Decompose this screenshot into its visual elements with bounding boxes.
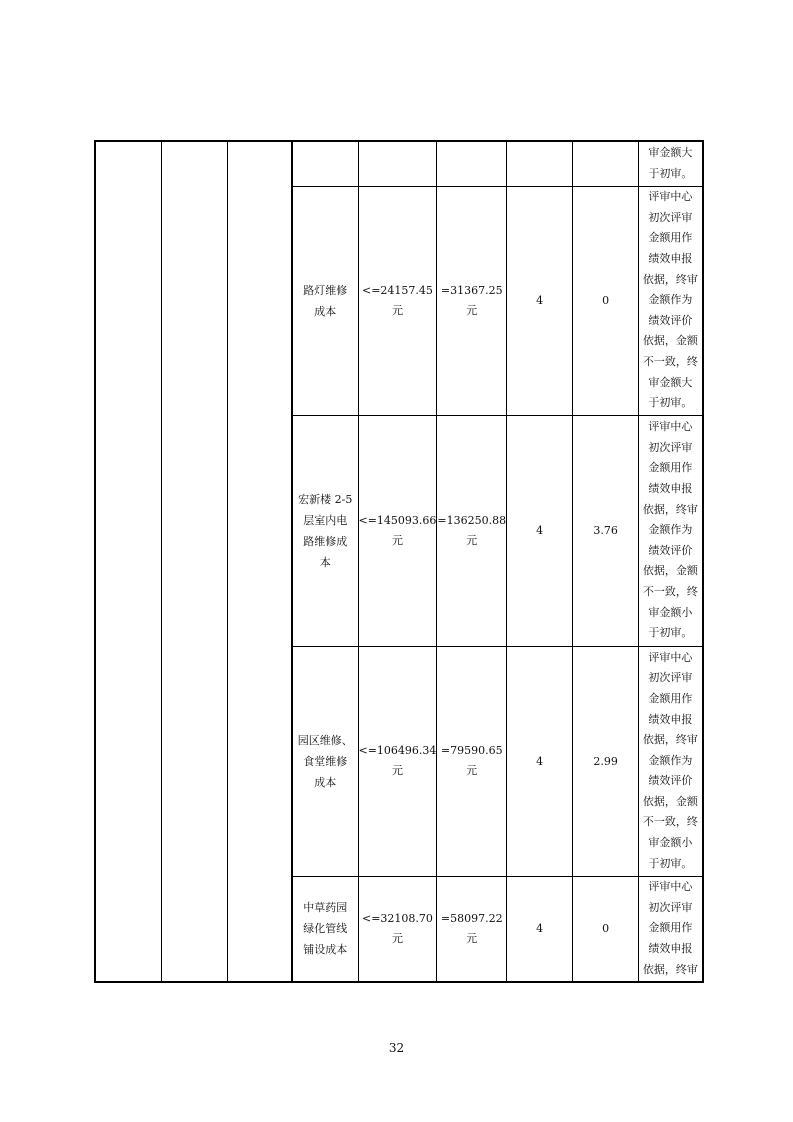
weight-value: 4 bbox=[507, 415, 573, 646]
remark-line: 依据，金额 bbox=[642, 564, 698, 578]
remark-line: 金额用作 bbox=[648, 231, 693, 245]
remark-line: 绩效评价 bbox=[648, 313, 693, 327]
indicator-name: 路灯维修 成本 bbox=[292, 186, 358, 415]
actual-value: =58097.22 元 bbox=[437, 876, 507, 982]
actual-value bbox=[437, 141, 507, 186]
remark-cell bbox=[639, 415, 703, 646]
level2-indicator-cell bbox=[161, 141, 227, 982]
score-value: 2.99 bbox=[573, 646, 639, 876]
remark-line: 于初审。 bbox=[648, 166, 693, 180]
remark-line: 依据，金额 bbox=[642, 794, 698, 808]
score-value: 3.76 bbox=[573, 415, 639, 646]
remark-line: 依据，终审 bbox=[642, 502, 698, 516]
indicator-name: 中草药园 绿化管线 铺设成本 bbox=[292, 876, 358, 982]
remark-line: 金额作为 bbox=[648, 753, 693, 767]
actual-value: =79590.65 元 bbox=[437, 646, 507, 876]
remark-line: 绩效申报 bbox=[648, 942, 693, 956]
actual-value: =136250.88 元 bbox=[437, 415, 507, 646]
level3-indicator-cell bbox=[227, 141, 292, 982]
remark-line: 于初审。 bbox=[648, 396, 693, 410]
remark-line: 评审中心 bbox=[648, 190, 693, 204]
remark-line: 绩效申报 bbox=[648, 482, 693, 496]
remark-line: 不一致，终 bbox=[642, 815, 698, 829]
score-value: 0 bbox=[573, 876, 639, 982]
target-value: <=106496.34 元 bbox=[358, 646, 437, 876]
remark-line: 依据，终审 bbox=[642, 272, 698, 286]
remark-line: 绩效申报 bbox=[648, 712, 693, 726]
target-value: <=145093.66 元 bbox=[358, 415, 437, 646]
remark-line: 审金额小 bbox=[648, 605, 693, 619]
remark-line: 金额作为 bbox=[648, 523, 693, 537]
weight-value: 4 bbox=[507, 186, 573, 415]
indicator-name bbox=[292, 141, 358, 186]
remark-line: 不一致，终 bbox=[642, 354, 698, 368]
score-value bbox=[573, 141, 639, 186]
target-value: <=24157.45 元 bbox=[358, 186, 437, 415]
remark-line: 绩效评价 bbox=[648, 774, 693, 788]
remark-line: 评审中心 bbox=[648, 880, 693, 894]
remark-line: 初次评审 bbox=[648, 671, 693, 685]
page-number: 32 bbox=[388, 1041, 405, 1055]
table-row bbox=[95, 141, 703, 186]
remark-cell bbox=[639, 646, 703, 876]
target-value: <=32108.70 元 bbox=[358, 876, 437, 982]
remark-line: 绩效申报 bbox=[648, 252, 693, 266]
performance-table bbox=[94, 140, 704, 983]
level1-indicator-cell bbox=[95, 141, 161, 982]
remark-line: 于初审。 bbox=[648, 626, 693, 640]
weight-value: 4 bbox=[507, 876, 573, 982]
remark-cell bbox=[639, 186, 703, 415]
remark-line: 依据，终审 bbox=[642, 733, 698, 747]
remark-line: 绩效评价 bbox=[648, 543, 693, 557]
remark-line: 评审中心 bbox=[648, 420, 693, 434]
remark-line: 金额用作 bbox=[648, 691, 693, 705]
target-value bbox=[358, 141, 437, 186]
remark-line: 审金额大 bbox=[648, 146, 693, 160]
remark-line: 初次评审 bbox=[648, 440, 693, 454]
remark-line: 初次评审 bbox=[648, 900, 693, 914]
remark-line: 初次评审 bbox=[648, 210, 693, 224]
indicator-name: 园区维修、 食堂维修 成本 bbox=[292, 646, 358, 876]
actual-value: =31367.25 元 bbox=[437, 186, 507, 415]
remark-line: 评审中心 bbox=[648, 650, 693, 664]
remark-line: 依据，金额 bbox=[642, 334, 698, 348]
remark-line: 金额用作 bbox=[648, 461, 693, 475]
weight-value bbox=[507, 141, 573, 186]
remark-line: 不一致，终 bbox=[642, 584, 698, 598]
weight-value: 4 bbox=[507, 646, 573, 876]
remark-line: 依据，终审 bbox=[642, 962, 698, 976]
remark-cell bbox=[639, 141, 703, 186]
remark-cell bbox=[639, 876, 703, 982]
remark-line: 金额用作 bbox=[648, 921, 693, 935]
score-value: 0 bbox=[573, 186, 639, 415]
remark-line: 于初审。 bbox=[648, 856, 693, 870]
indicator-name: 宏新楼 2-5 层室内电 路维修成 本 bbox=[292, 415, 358, 646]
remark-line: 审金额大 bbox=[648, 375, 693, 389]
remark-line: 金额作为 bbox=[648, 293, 693, 307]
remark-line: 审金额小 bbox=[648, 836, 693, 850]
